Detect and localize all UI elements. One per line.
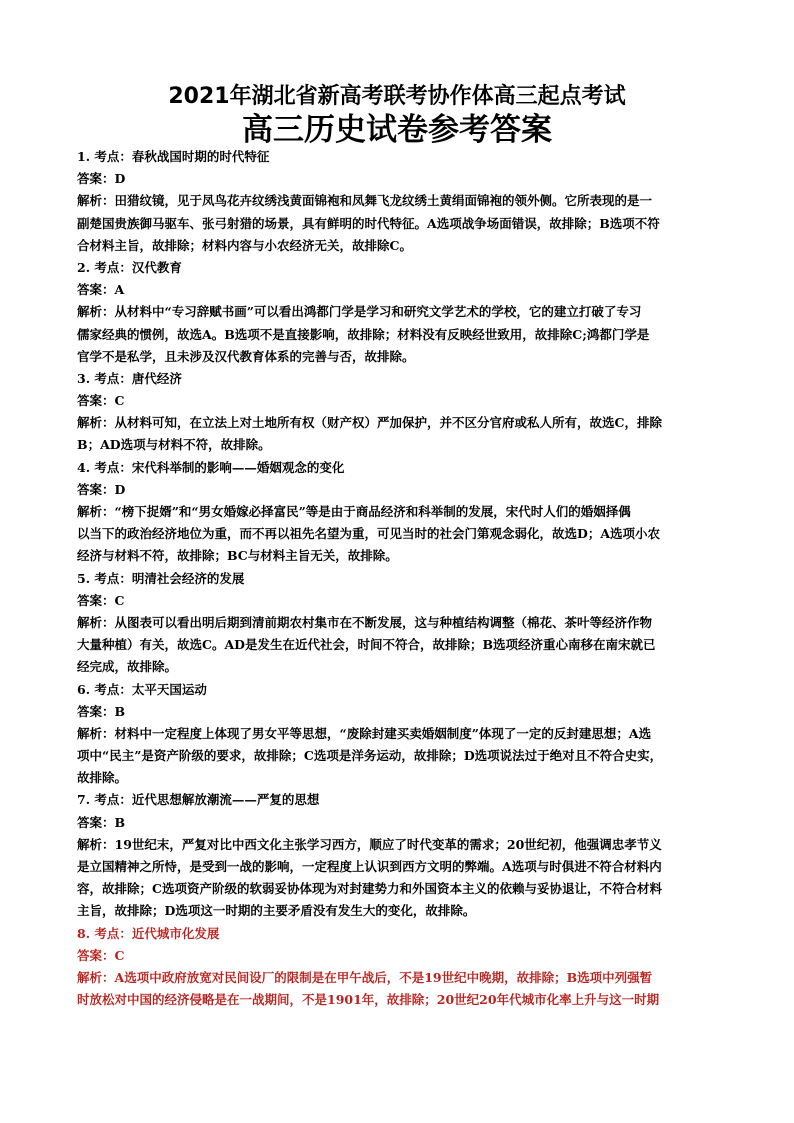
question-answer: 答案：C: [77, 393, 125, 409]
explanation-line: 官学不是私学，且未涉及汉代教育体系的完善与否，故排除。: [77, 348, 415, 364]
explanation-line: 儒家经典的惯例，故选A。B选项不是直接影响，故排除；材料没有反映经世致用，故排除C;鸿都门学是: [77, 326, 650, 342]
question-topic: 2. 考点：汉代教育: [77, 259, 182, 275]
answer-item: [77, 923, 725, 1012]
question-topic: 4. 考点：宋代科举制的影响——婚姻观念的变化: [77, 459, 345, 475]
answer-list: [77, 146, 725, 1011]
answer-item: [77, 457, 725, 568]
explanation-line: 项中“民主”是资产阶级的要求，故排除；C选项是洋务运动，故排除；D选项说法过于绝对且不符合史实，: [77, 748, 663, 764]
question-answer: 答案：D: [77, 481, 126, 497]
question-answer: 答案：C: [77, 947, 125, 963]
explanation-line: 以当下的政治经济地位为重，而不再以祖先名望为重，可见当时的社会门第观念弱化，故选D；A选项小农: [77, 526, 661, 542]
question-topic: 1. 考点：春秋战国时期的时代特征: [77, 149, 270, 164]
answer-item: [77, 679, 725, 790]
question-answer: 答案：C: [77, 592, 125, 608]
explanation-line: 主旨，故排除；D选项这一时期的主要矛盾没有发生大的变化，故排除。: [77, 903, 476, 919]
explanation-line: 经济与材料不符，故排除；BC与材料主旨无关，故排除。: [77, 548, 398, 564]
question-topic: 3. 考点：唐代经济: [77, 370, 182, 386]
question-answer: 答案：B: [77, 814, 126, 830]
exam-title: 2021年湖北省新高考联考协作体高三起点考试: [168, 84, 626, 109]
explanation-line: 解析：从材料可知，在立法上对土地所有权（财产权）严加保护，并不区分官府或私人所有，故选C，排除: [77, 415, 662, 431]
question-topic: 7. 考点：近代思想解放潮流——严复的思想: [77, 792, 320, 808]
explanation-line: 解析：“榜下捉婿”和“男女婚嫁必择富民”等是由于商品经济和科举制的发展，宋代时人们的婚姻择偶: [77, 504, 631, 519]
explanation-line: 合材料主旨，故排除；材料内容与小农经济无关，故排除C。: [77, 237, 412, 253]
answer-item: [77, 789, 725, 922]
question-answer: 答案：A: [77, 282, 125, 298]
answer-item: [77, 368, 725, 457]
explanation-line: 解析：A选项中政府放宽对民间设厂的限制是在甲午战后，不是19世纪中晚期，故排除；B选项中列强暂: [77, 969, 653, 985]
question-topic: 6. 考点：太平天国运动: [77, 681, 207, 697]
question-topic: 5. 考点：明清社会经济的发展: [77, 570, 245, 586]
explanation-line: 解析：田猎纹镜，见于凤鸟花卉纹绣浅黄面锦袍和凤舞飞龙纹绣土黄绢面锦袍的领外侧。它所表现的是一: [77, 193, 653, 209]
explanation-line: 大量种植）有关，故选C。AD是发生在近代社会，时间不符合，故排除；B选项经济重心南移在南宋就已: [77, 637, 656, 653]
explanation-line: 是立国精神之所恃，是受到一战的影响，一定程度上认识到西方文明的弊端。A选项与时俱进不符合材料内: [77, 859, 662, 874]
explanation-line: 时放松对中国的经济侵略是在一战期间，不是1901年，故排除；20世纪20年代城市化率上升与这一时期: [77, 992, 660, 1008]
question-answer: 答案：B: [77, 703, 126, 719]
explanation-line: 解析：19世纪末，严复对比中西文化主张学习西方，顺应了时代变革的需求；20世纪初，他强调忠孝节义: [77, 836, 662, 852]
explanation-line: 解析：从图表可以看出明后期到清前期农村集市在不断发展，这与种植结构调整（棉花、茶叶等经济作物: [77, 614, 653, 630]
question-topic: 8. 考点：近代城市化发展: [77, 925, 220, 941]
explanation-line: 经完成，故排除。: [77, 659, 178, 675]
explanation-line: 解析：从材料中“专习辞赋书画”可以看出鸿都门学是学习和研究文学艺术的学校，它的建立打破了专习: [77, 304, 642, 320]
explanation-line: 容，故排除；C选项资产阶级的软弱妥协体现为对封建势力和外国资本主义的依赖与妥协退让，不符合材料: [77, 881, 662, 897]
question-answer: 答案：D: [77, 171, 126, 187]
answer-item: [77, 146, 725, 257]
explanation-line: 副楚国贵族御马驱车、张弓射猎的场景，具有鲜明的时代特征。A选项战争场面错误，故排除；B选项不符: [77, 215, 660, 231]
explanation-line: 故排除。: [77, 770, 128, 786]
explanation-line: 解析：材料中一定程度上体现了男女平等思想，“废除封建买卖婚姻制度”体现了一定的反封建思想；A选: [77, 725, 652, 741]
answer-key-title: 高三历史试卷参考答案: [242, 112, 552, 148]
answer-item: [77, 257, 725, 368]
explanation-line: B；AD选项与材料不符，故排除。: [77, 437, 271, 453]
answer-item: [77, 568, 725, 679]
